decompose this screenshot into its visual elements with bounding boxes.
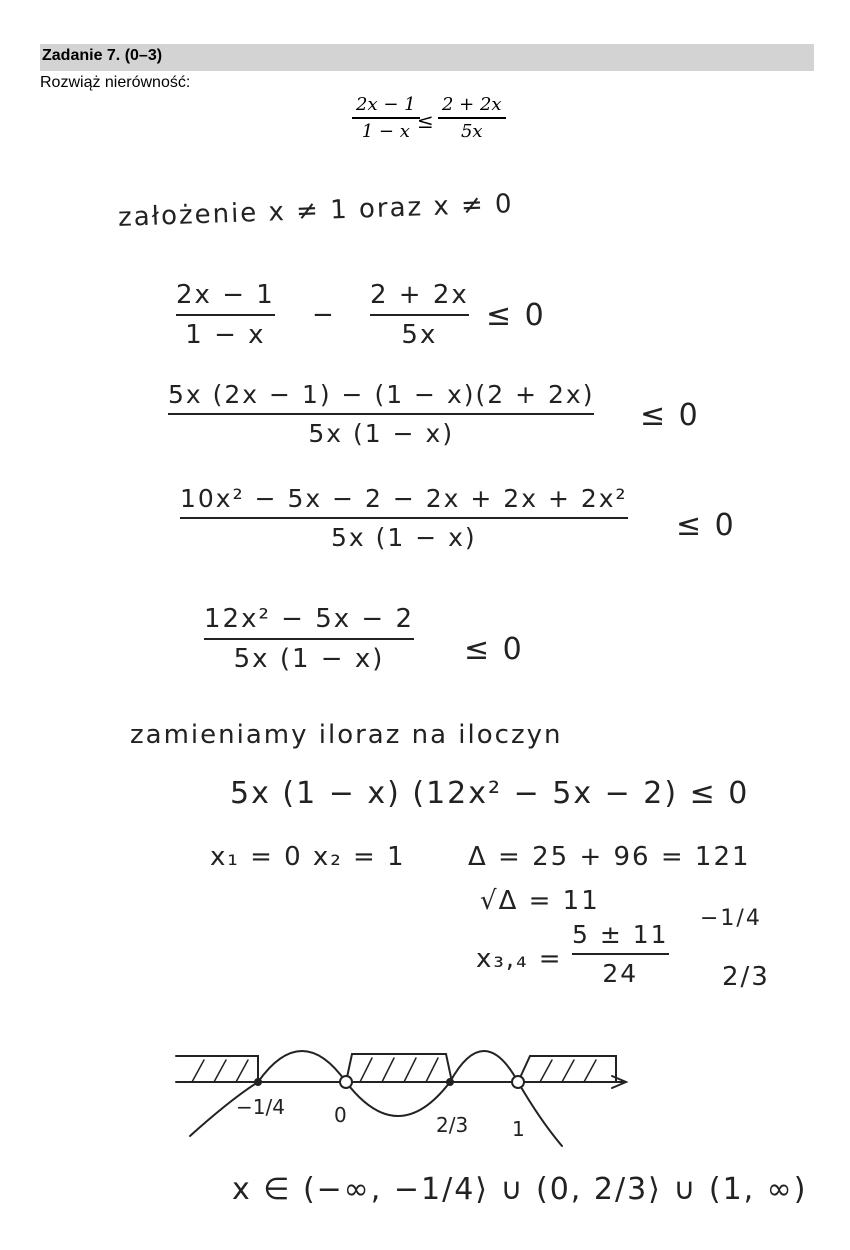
step2-relation: ≤ 0 xyxy=(640,398,700,433)
region-box xyxy=(176,1056,258,1082)
step1-relation: ≤ 0 xyxy=(486,298,546,333)
note-line: zamieniamy iloraz na iloczyn xyxy=(130,720,563,750)
problem-relation: ≤ xyxy=(417,109,434,133)
problem-rhs-numerator: 2 + 2x xyxy=(442,94,502,115)
step1-numerator-b: 2 + 2x xyxy=(370,280,469,310)
axis-label: −1/4 xyxy=(236,1095,285,1119)
roots-line: x₁ = 0 x₂ = 1 xyxy=(210,842,406,872)
problem-lhs-numerator: 2x − 1 xyxy=(356,94,416,115)
step3-numerator: 10x² − 5x − 2 − 2x + 2x + 2x² xyxy=(180,484,628,513)
axis-label: 2/3 xyxy=(436,1113,469,1137)
axis-label: 1 xyxy=(512,1117,525,1141)
open-point xyxy=(512,1076,524,1088)
task-title: Zadanie 7. (0–3) xyxy=(42,47,163,64)
step1-numerator-a: 2x − 1 xyxy=(176,280,275,310)
region-box xyxy=(518,1056,616,1082)
step3-relation: ≤ 0 xyxy=(676,508,736,543)
step1-denominator-b: 5x xyxy=(401,319,438,350)
step1-minus: − xyxy=(312,300,336,330)
problem-rhs-denominator: 5x xyxy=(460,120,483,142)
x34-label: x₃,₄ = xyxy=(476,944,563,974)
step4-relation: ≤ 0 xyxy=(464,632,524,667)
x34-numerator: 5 ± 11 xyxy=(572,920,669,949)
step4-numerator: 12x² − 5x − 2 xyxy=(204,604,414,634)
step4-denominator: 5x (1 − x) xyxy=(233,643,385,674)
step3-denominator: 5x (1 − x) xyxy=(330,522,477,552)
step2-numerator: 5x (2x − 1) − (1 − x)(2 + 2x) xyxy=(168,380,595,409)
answer-line: x ∈ (−∞, −1/4⟩ ∪ (0, 2/3⟩ ∪ (1, ∞) xyxy=(232,1172,808,1207)
axis-label: 0 xyxy=(334,1103,347,1127)
sqrt-delta-line: √Δ = 11 xyxy=(480,886,600,916)
hatching xyxy=(192,1058,596,1082)
x34-denominator: 24 xyxy=(602,958,639,988)
problem-lhs-denominator: 1 − x xyxy=(361,120,410,142)
domain-line: założenie x ≠ 1 oraz x ≠ 0 xyxy=(117,189,515,233)
step1-denominator-a: 1 − x xyxy=(185,319,266,350)
task-instruction: Rozwiąż nierówność: xyxy=(40,74,191,91)
product-line: 5x (1 − x) (12x² − 5x − 2) ≤ 0 xyxy=(230,776,750,811)
closed-point xyxy=(447,1079,453,1085)
closed-point xyxy=(255,1079,261,1085)
open-point xyxy=(340,1076,352,1088)
x34-root-a: −1/4 xyxy=(700,906,762,931)
delta-line: Δ = 25 + 96 = 121 xyxy=(468,842,751,872)
x34-root-b: 2/3 xyxy=(722,962,770,992)
step2-denominator: 5x (1 − x) xyxy=(308,418,455,448)
